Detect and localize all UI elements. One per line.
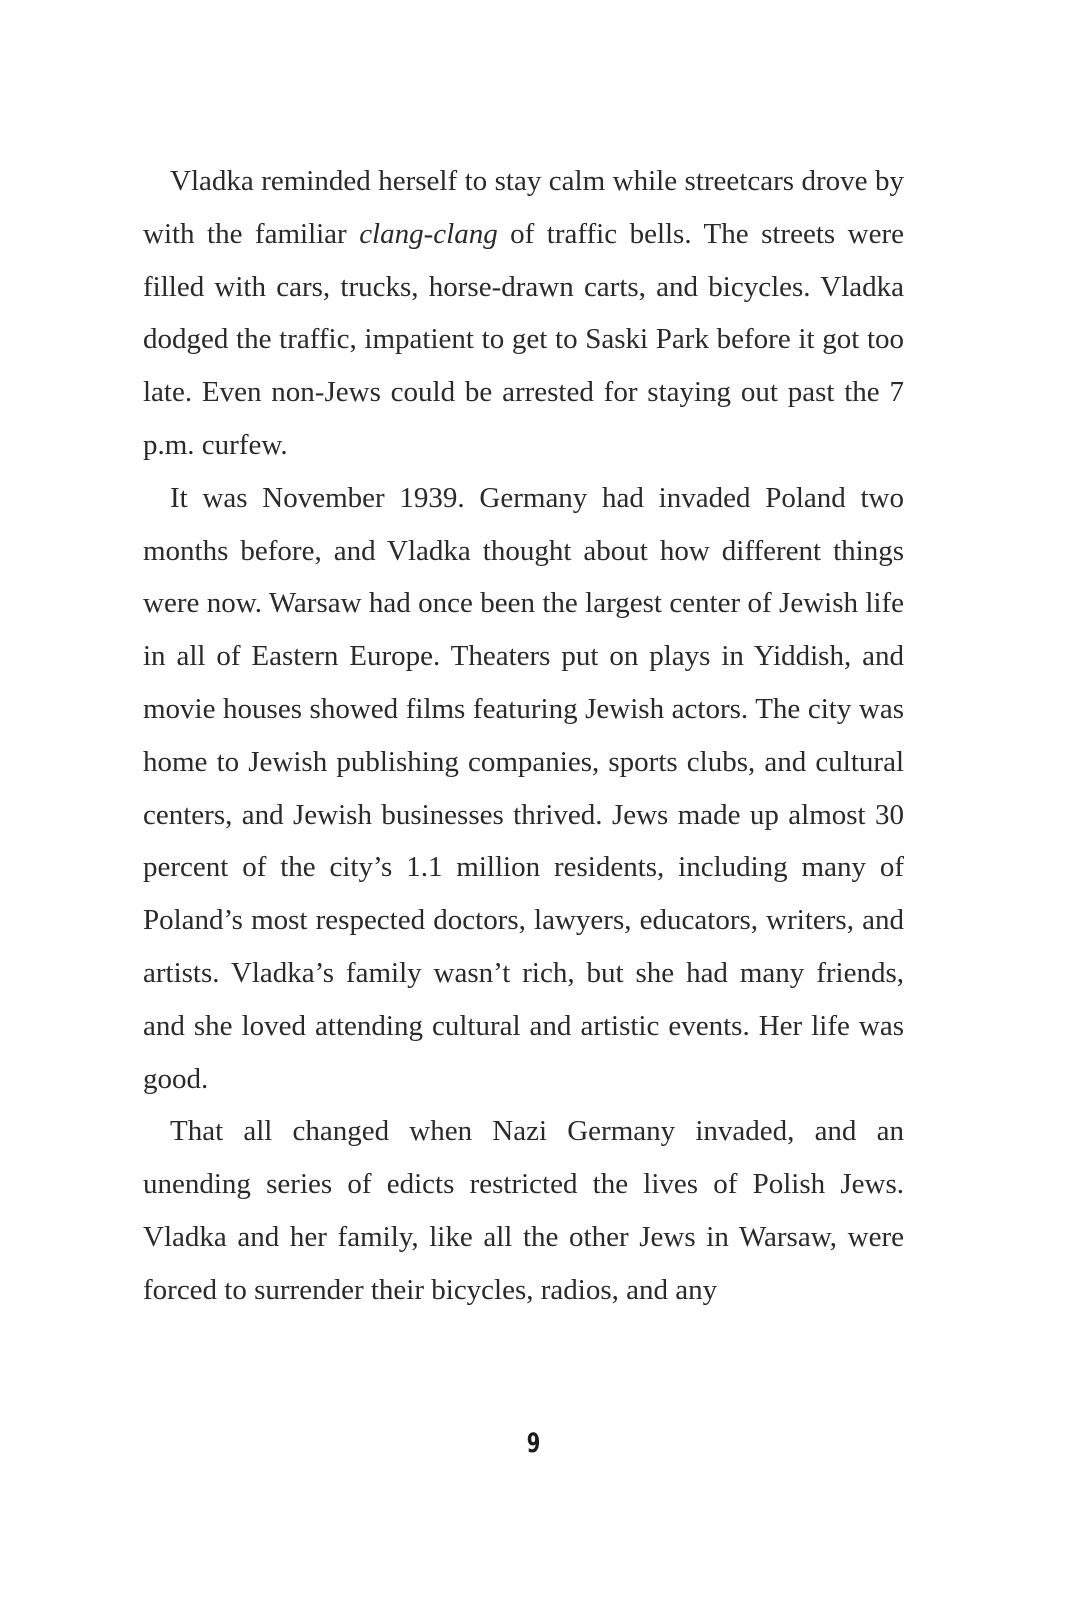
paragraph-1-emphasis: clang-clang xyxy=(359,217,498,250)
paragraph-1-text-after: of traffic bells. The streets were filled with cars, trucks, horse-drawn carts, and bicycles. Vladka dodged the traffic, impatient to get to Saski Park before it got too late. Even non-Jews could be arrested for staying out past the 7 p.m. curfew. xyxy=(143,217,904,461)
paragraph-1 xyxy=(143,155,904,472)
page-number: 9 xyxy=(526,1428,541,1459)
paragraph-1-text-before: Vladka reminded herself to stay calm while streetcars drove by with the familiar xyxy=(143,165,904,250)
paragraph-2: It was November 1939. Germany had invaded Poland two months before, and Vladka thought about how different things were now. Warsaw had once been the largest center of Jewish life in all of Eastern Europe. Theaters put on plays in Yiddish, and movie houses showed films featuring Jewish actors. The city was home to Jewish publishing companies, sports clubs, and cultural centers, and Jewish businesses thrived. Jews made up almost 30 percent of the city’s 1.1 million residents, including many of Poland’s most respected doctors, lawyers, educators, writers, and artists. Vladka’s family wasn’t rich, but she had many friends, and she loved attending cultural and artistic events. Her life was good. xyxy=(143,481,904,1095)
body-text xyxy=(143,155,904,1317)
paragraph-3: That all changed when Nazi Germany invaded, and an unending series of edicts restricted the lives of Polish Jews. Vladka and her family, like all the other Jews in Warsaw, were forced to surrender their bicycles, radios, and any xyxy=(143,1115,904,1306)
